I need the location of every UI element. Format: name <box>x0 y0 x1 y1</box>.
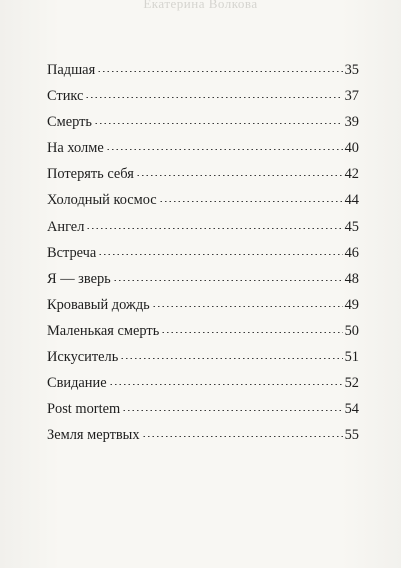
toc-entry <box>47 161 359 187</box>
dot-leader <box>109 384 343 385</box>
toc-entry <box>47 187 359 213</box>
dot-leader <box>98 254 342 255</box>
toc-entry-page: 50 <box>344 322 359 339</box>
toc-entry <box>47 240 359 266</box>
running-head: Екатерина Волкова <box>143 0 258 11</box>
toc-entry-page: 48 <box>344 270 359 287</box>
toc-entry-title: Холодный космос <box>47 192 157 209</box>
toc-entry-title: Маленькая смерть <box>47 322 160 339</box>
toc-entry-title: Стикс <box>47 88 84 105</box>
toc-entry-page: 52 <box>344 375 359 392</box>
dot-leader <box>94 123 343 124</box>
toc-entry-title: Встреча <box>47 244 97 261</box>
dot-leader <box>136 175 343 176</box>
toc-entry-page: 49 <box>344 296 359 313</box>
toc-entry-title: Свидание <box>47 375 107 392</box>
toc-entry <box>47 318 359 344</box>
toc-entry <box>47 344 359 370</box>
toc-entry <box>47 83 359 109</box>
toc-entry <box>47 57 359 83</box>
toc-entry-page: 40 <box>344 140 359 157</box>
toc-entry <box>47 422 359 448</box>
dot-leader <box>152 306 343 307</box>
toc-entry-title: Смерть <box>47 114 92 131</box>
toc-entry <box>47 109 359 135</box>
toc-entry <box>47 214 359 240</box>
toc-entry-page: 37 <box>344 88 359 105</box>
dot-leader <box>159 201 343 202</box>
toc-entry-page: 54 <box>344 401 359 418</box>
toc-entry-title: Ангел <box>47 218 85 235</box>
toc-entry-page: 35 <box>344 62 359 78</box>
toc-entry <box>47 292 359 318</box>
dot-leader <box>106 149 343 150</box>
toc-entry-title: Падшая <box>47 62 96 78</box>
toc-entry <box>47 396 359 422</box>
toc-entry <box>47 266 359 292</box>
dot-leader <box>113 280 343 281</box>
toc-entry-page: 46 <box>344 244 359 261</box>
toc-entry-title: Потерять себя <box>47 166 134 183</box>
toc-entry-page: 51 <box>344 349 359 366</box>
toc-entry-page: 42 <box>344 166 359 183</box>
dot-leader <box>122 410 342 411</box>
toc-entry <box>47 135 359 161</box>
toc-entry <box>47 370 359 396</box>
table-of-contents <box>47 57 359 448</box>
toc-entry-page: 55 <box>344 427 359 444</box>
dot-leader <box>120 358 342 359</box>
dot-leader <box>85 97 342 98</box>
dot-leader <box>142 436 343 437</box>
toc-entry-title: Земля мертвых <box>47 427 140 444</box>
toc-entry-page: 39 <box>344 114 359 131</box>
toc-entry-page: 44 <box>344 192 359 209</box>
toc-entry-title: Я — зверь <box>47 270 111 287</box>
toc-entry-title: Post mortem <box>47 401 121 418</box>
dot-leader <box>161 332 342 333</box>
dot-leader <box>97 71 342 72</box>
toc-entry-title: На холме <box>47 140 104 157</box>
toc-entry-title: Искуситель <box>47 349 119 366</box>
dot-leader <box>86 228 342 229</box>
toc-entry-page: 45 <box>344 218 359 235</box>
toc-entry-title: Кровавый дождь <box>47 296 150 313</box>
